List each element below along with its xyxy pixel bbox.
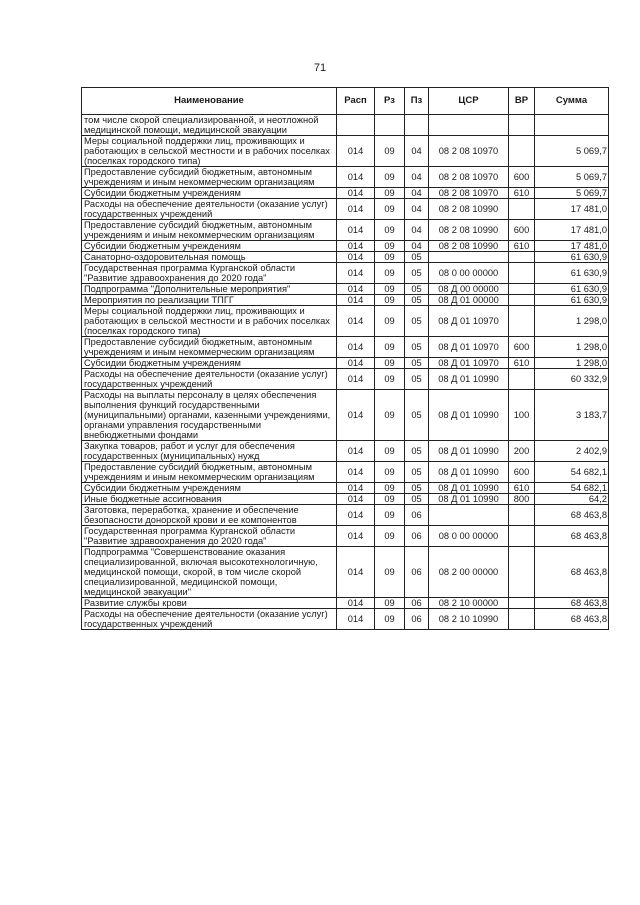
cell-csr: 08 Д 01 00000 [429,295,509,306]
cell-rz: 09 [375,526,405,547]
cell-rasp: 014 [337,483,375,494]
cell-name: Предоставление субсидий бюджетным, автономным учреждениям и иным некоммерческим организациям [82,462,337,483]
cell-csr: 08 2 10 00000 [429,598,509,609]
cell-pz: 04 [405,136,429,167]
cell-pz: 05 [405,337,429,358]
cell-name: Расходы на обеспечение деятельности (оказание услуг) государственных учреждений [82,199,337,220]
cell-pz: 04 [405,241,429,252]
cell-rz: 09 [375,505,405,526]
cell-pz: 06 [405,547,429,598]
cell-vr: 610 [509,358,535,369]
table-row [82,505,609,526]
cell-vr [509,284,535,295]
cell-name: Субсидии бюджетным учреждениям [82,241,337,252]
cell-rasp: 014 [337,441,375,462]
cell-vr [509,295,535,306]
cell-name: Расходы на обеспечение деятельности (оказание услуг) государственных учреждений [82,609,337,630]
cell-name: Заготовка, переработка, хранение и обеспечение безопасности донорской крови и ее компонентов [82,505,337,526]
cell-pz: 05 [405,369,429,390]
cell-pz: 05 [405,295,429,306]
cell-pz: 06 [405,505,429,526]
cell-sum: 68 463,8 [535,547,609,598]
cell-vr [509,199,535,220]
cell-vr [509,369,535,390]
cell-vr [509,136,535,167]
cell-sum: 68 463,8 [535,609,609,630]
cell-pz: 05 [405,284,429,295]
cell-vr [509,306,535,337]
cell-csr: 08 2 08 10970 [429,136,509,167]
cell-pz: 04 [405,188,429,199]
cell-rz: 09 [375,337,405,358]
cell-sum: 54 682,1 [535,483,609,494]
cell-csr: 08 Д 01 10990 [429,483,509,494]
table-row [82,188,609,199]
cell-rasp: 014 [337,526,375,547]
cell-rz: 09 [375,263,405,284]
cell-csr [429,505,509,526]
table-header [82,88,609,115]
cell-vr: 610 [509,241,535,252]
header-csr: ЦСР [429,88,509,115]
cell-rz: 09 [375,220,405,241]
cell-rz [375,115,405,136]
cell-rasp: 014 [337,284,375,295]
cell-vr [509,526,535,547]
cell-sum: 17 481,0 [535,241,609,252]
cell-pz: 05 [405,483,429,494]
cell-csr: 08 2 08 10970 [429,188,509,199]
table-row [82,167,609,188]
cell-pz: 06 [405,609,429,630]
cell-csr: 08 Д 00 00000 [429,284,509,295]
cell-csr: 08 Д 01 10990 [429,441,509,462]
cell-rz: 09 [375,306,405,337]
cell-rz: 09 [375,390,405,441]
cell-name: Предоставление субсидий бюджетным, автономным учреждениям и иным некоммерческим организациям [82,167,337,188]
cell-rz: 09 [375,284,405,295]
cell-sum: 17 481,0 [535,199,609,220]
cell-csr: 08 Д 01 10970 [429,306,509,337]
cell-csr: 08 2 10 10990 [429,609,509,630]
cell-rz: 09 [375,547,405,598]
cell-vr: 610 [509,188,535,199]
cell-name: Подпрограмма "Совершенствование оказания специализированной, включая высокотехнологичную, медицинской помощи, скорой, в том числе скорой специализированной, медицинской помощи, медицинской эвакуации" [82,547,337,598]
cell-name: Предоставление субсидий бюджетным, автономным учреждениям и иным некоммерческим организациям [82,220,337,241]
cell-name: Меры социальной поддержки лиц, проживающих и работающих в сельской местности и в рабочих поселках (поселках городского типа) [82,306,337,337]
cell-rasp [337,115,375,136]
cell-csr [429,115,509,136]
cell-sum: 61 630,9 [535,263,609,284]
cell-sum: 1 298,0 [535,306,609,337]
cell-rasp: 014 [337,263,375,284]
table-row [82,598,609,609]
cell-csr [429,252,509,263]
table-row [82,306,609,337]
table-row [82,547,609,598]
cell-vr [509,547,535,598]
cell-sum: 5 069,7 [535,136,609,167]
cell-csr: 08 Д 01 10990 [429,369,509,390]
cell-rasp: 014 [337,505,375,526]
cell-rasp: 014 [337,306,375,337]
cell-vr [509,598,535,609]
cell-rasp: 014 [337,136,375,167]
cell-name: Субсидии бюджетным учреждениям [82,358,337,369]
cell-rz: 09 [375,295,405,306]
cell-pz: 05 [405,306,429,337]
header-rasp: Расп [337,88,375,115]
header-vr: ВР [509,88,535,115]
cell-name: Мероприятия по реализации ТПГГ [82,295,337,306]
cell-name: Закупка товаров, работ и услуг для обеспечения государственных (муниципальных) нужд [82,441,337,462]
cell-csr: 08 2 08 10990 [429,220,509,241]
cell-vr: 600 [509,220,535,241]
cell-vr: 100 [509,390,535,441]
cell-rasp: 014 [337,252,375,263]
table-row [82,390,609,441]
cell-csr: 08 2 00 00000 [429,547,509,598]
cell-sum: 60 332,9 [535,369,609,390]
table-row [82,252,609,263]
cell-csr: 08 Д 01 10970 [429,337,509,358]
budget-table [81,87,609,630]
cell-csr: 08 0 00 00000 [429,263,509,284]
cell-csr: 08 Д 01 10990 [429,494,509,505]
cell-rz: 09 [375,483,405,494]
cell-csr: 08 Д 01 10970 [429,358,509,369]
cell-rasp: 014 [337,167,375,188]
table-row [82,358,609,369]
table-row [82,115,609,136]
table-row [82,337,609,358]
table-row [82,241,609,252]
table-row [82,494,609,505]
cell-name: Государственная программа Курганской области "Развитие здравоохранения до 2020 года" [82,263,337,284]
cell-name: Расходы на обеспечение деятельности (оказание услуг) государственных учреждений [82,369,337,390]
cell-rz: 09 [375,252,405,263]
cell-rz: 09 [375,441,405,462]
cell-pz: 05 [405,252,429,263]
cell-rz: 09 [375,598,405,609]
cell-rasp: 014 [337,390,375,441]
cell-pz: 05 [405,441,429,462]
cell-pz: 06 [405,526,429,547]
cell-rasp: 014 [337,241,375,252]
table-row [82,295,609,306]
cell-rz: 09 [375,609,405,630]
cell-rz: 09 [375,494,405,505]
cell-rasp: 014 [337,188,375,199]
cell-rasp: 014 [337,220,375,241]
cell-csr: 08 0 00 00000 [429,526,509,547]
table-row [82,220,609,241]
cell-sum: 61 630,9 [535,295,609,306]
cell-name: Субсидии бюджетным учреждениям [82,483,337,494]
cell-pz: 04 [405,220,429,241]
header-sum: Сумма [535,88,609,115]
cell-rz: 09 [375,188,405,199]
cell-csr: 08 Д 01 10990 [429,390,509,441]
cell-sum: 1 298,0 [535,337,609,358]
table-row [82,441,609,462]
cell-rasp: 014 [337,609,375,630]
cell-sum: 3 183,7 [535,390,609,441]
cell-sum [535,115,609,136]
cell-pz [405,115,429,136]
header-rz: Рз [375,88,405,115]
cell-csr: 08 2 08 10990 [429,241,509,252]
table-row [82,483,609,494]
cell-vr: 600 [509,337,535,358]
cell-pz: 04 [405,199,429,220]
table-row [82,462,609,483]
cell-sum: 68 463,8 [535,526,609,547]
header-pz: Пз [405,88,429,115]
cell-pz: 05 [405,462,429,483]
cell-vr: 600 [509,462,535,483]
cell-vr: 610 [509,483,535,494]
cell-rasp: 014 [337,295,375,306]
cell-pz: 05 [405,494,429,505]
cell-rasp: 014 [337,598,375,609]
cell-rasp: 014 [337,494,375,505]
cell-name: Иные бюджетные ассигнования [82,494,337,505]
cell-rasp: 014 [337,369,375,390]
cell-name: Подпрограмма "Дополнительные мероприятия" [82,284,337,295]
header-name: Наименование [82,88,337,115]
cell-rz: 09 [375,241,405,252]
table-row [82,526,609,547]
cell-pz: 05 [405,390,429,441]
cell-vr [509,115,535,136]
table-row [82,369,609,390]
cell-name: Предоставление субсидий бюджетным, автономным учреждениям и иным некоммерческим организациям [82,337,337,358]
cell-name: том числе скорой специализированной, и неотложной медицинской помощи, медицинской эвакуации [82,115,337,136]
cell-sum: 68 463,8 [535,598,609,609]
cell-sum: 64,2 [535,494,609,505]
cell-csr: 08 2 08 10990 [429,199,509,220]
cell-sum: 17 481,0 [535,220,609,241]
cell-rz: 09 [375,167,405,188]
cell-rz: 09 [375,358,405,369]
cell-name: Расходы на выплаты персоналу в целях обеспечения выполнения функций государственными (муниципальными) органами, казенными учреждениями, органами управления государственными внебюджетными фондами [82,390,337,441]
table-row [82,199,609,220]
cell-rasp: 014 [337,199,375,220]
page-number: 71 [313,62,327,74]
cell-vr [509,263,535,284]
cell-vr: 200 [509,441,535,462]
cell-pz: 05 [405,358,429,369]
cell-csr: 08 2 08 10970 [429,167,509,188]
cell-sum: 61 630,9 [535,252,609,263]
table-row [82,284,609,295]
cell-pz: 06 [405,598,429,609]
cell-vr: 600 [509,167,535,188]
cell-sum: 2 402,9 [535,441,609,462]
cell-csr: 08 Д 01 10990 [429,462,509,483]
table-row [82,609,609,630]
cell-vr [509,252,535,263]
cell-rasp: 014 [337,547,375,598]
cell-rz: 09 [375,462,405,483]
cell-name: Развитие службы крови [82,598,337,609]
cell-name: Государственная программа Курганской области "Развитие здравоохранения до 2020 года" [82,526,337,547]
cell-name: Санаторно-оздоровительная помощь [82,252,337,263]
cell-sum: 5 069,7 [535,188,609,199]
cell-vr [509,609,535,630]
table-row [82,136,609,167]
cell-rz: 09 [375,136,405,167]
cell-sum: 61 630,9 [535,284,609,295]
cell-name: Субсидии бюджетным учреждениям [82,188,337,199]
cell-sum: 1 298,0 [535,358,609,369]
table-body [82,115,609,630]
cell-vr [509,505,535,526]
cell-pz: 05 [405,263,429,284]
cell-name: Меры социальной поддержки лиц, проживающих и работающих в сельской местности и в рабочих поселках (поселках городского типа) [82,136,337,167]
cell-rz: 09 [375,369,405,390]
cell-sum: 5 069,7 [535,167,609,188]
cell-rasp: 014 [337,462,375,483]
cell-pz: 04 [405,167,429,188]
cell-sum: 54 682,1 [535,462,609,483]
cell-rasp: 014 [337,337,375,358]
cell-sum: 68 463,8 [535,505,609,526]
table-row [82,263,609,284]
cell-vr: 800 [509,494,535,505]
cell-rasp: 014 [337,358,375,369]
cell-rz: 09 [375,199,405,220]
